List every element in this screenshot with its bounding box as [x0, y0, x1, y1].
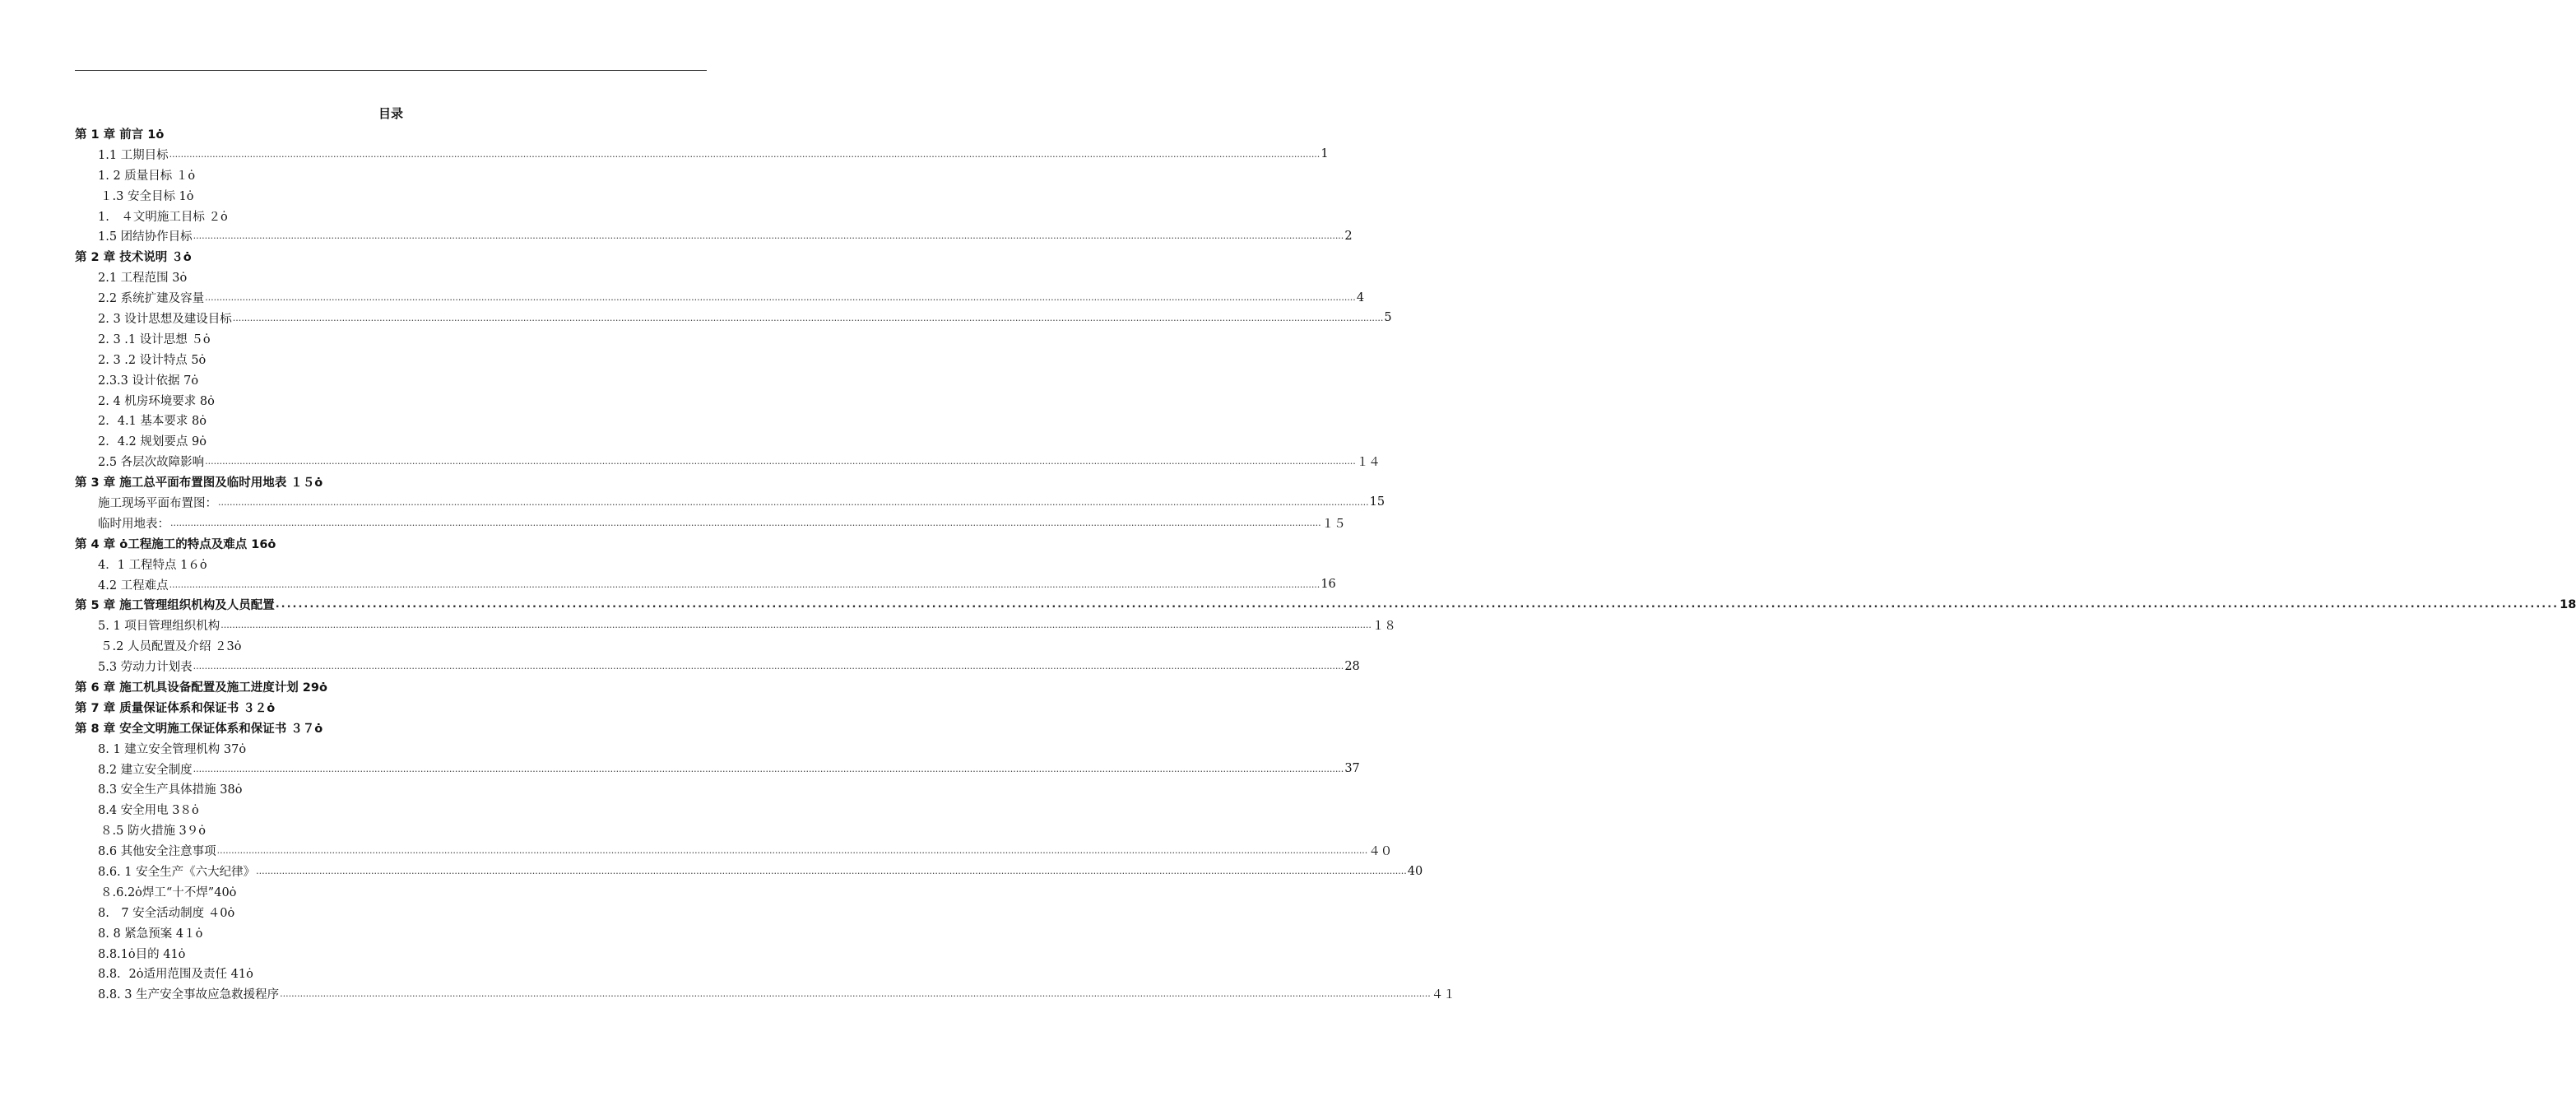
toc-entry-text: 2. 4 机房环境要求 8ȯ	[98, 394, 215, 408]
dot-leader: ................................................................................................................................................................................................................................................................................................................................................................................................................	[193, 763, 1344, 774]
toc-section-entry[interactable]	[75, 390, 655, 411]
toc-page-number: 37	[1344, 762, 1360, 776]
toc-entry-text: 第 1 章 前言 1ȯ	[75, 128, 165, 142]
dot-leader: ................................................................................................................................................................................................................................................................................................................................................................................................................	[280, 988, 1431, 1000]
toc-section-entry[interactable]	[75, 861, 1423, 881]
dot-leader: ................................................................................................................................................................................................................................................................................................................................................................................................................	[256, 866, 1407, 876]
toc-entry-text: 4.2 工程难点	[98, 579, 169, 592]
toc-entry-text: 5. 1 项目管理组织机构	[98, 620, 220, 634]
toc-section-entry[interactable]	[75, 165, 655, 185]
toc-page-number: 1	[1320, 147, 1329, 161]
toc-entry-text: 8.8.1ȯ目的 41ȯ	[98, 947, 186, 961]
toc-section-entry[interactable]	[75, 308, 1392, 328]
dot-leader: ................................................................................................................................................................................................................................................................................................................................................................................................................	[205, 456, 1356, 467]
dot-leader: ................................................................................................................................................................................................................................................................................................................................................................................................................	[216, 845, 1368, 857]
toc-section-entry[interactable]	[75, 779, 655, 800]
toc-entry-text: 第 4 章 ȯ工程施工的特点及难点 16ȯ	[75, 537, 276, 551]
toc-chapter-entry[interactable]	[75, 718, 655, 738]
toc-section-entry[interactable]	[75, 738, 655, 759]
toc-entry-text: 5.3 劳动力计划表	[98, 661, 193, 675]
toc-page-number: 15	[1369, 495, 1385, 509]
toc-section-entry[interactable]	[75, 430, 655, 451]
toc-entry-text: 4．1 工程特点 1６ȯ	[98, 558, 207, 572]
toc-entry-text: 第 3 章 施工总平面布置图及临时用地表 １５ȯ	[75, 476, 323, 490]
toc-section-entry[interactable]	[75, 144, 1329, 165]
toc-entry-text: ８.5 防火措施 3９ȯ	[100, 825, 207, 839]
toc-page-number: 5	[1384, 311, 1392, 325]
page-title: 目录	[378, 106, 403, 121]
dot-leader: ................................................................................................................................................................................................................................................................................................................................................................................................................	[218, 496, 1369, 508]
toc-section-entry[interactable]	[75, 922, 655, 943]
toc-section-entry[interactable]	[75, 451, 1381, 472]
toc-chapter-entry[interactable]	[75, 594, 2576, 615]
toc-entry-text: 第 5 章 施工管理组织机构及人员配置	[75, 599, 275, 613]
toc-chapter-entry[interactable]	[75, 123, 655, 144]
dot-leader: ................................................................................................................................................................................................................................................................................................................................................................................................................	[169, 579, 1320, 590]
toc-section-entry[interactable]	[75, 881, 655, 902]
toc-entry-text: 8.6. 1 安全生产《六大纪律》	[98, 866, 256, 879]
toc-entry-text: 2．4.1 基本要求 8ȯ	[98, 415, 207, 429]
toc-page-number: 40	[1407, 864, 1423, 878]
toc-entry-text: ５.2 人员配置及介绍 ２3ȯ	[100, 640, 242, 654]
toc-page-number: 18	[2560, 597, 2576, 611]
toc-entry-text: 第 8 章 安全文明施工保证体系和保证书 ３７ȯ	[75, 722, 323, 736]
toc-section-entry[interactable]	[75, 902, 655, 922]
toc-entry-text: 1.5 团结协作目标	[98, 230, 193, 244]
dot-leader: ................................................................................................................................................................................................................................................................................................................................................................................................................	[220, 620, 1372, 631]
dot-leader: ................................................................................................................................................................................................................................................................................................................................................................................................................	[193, 661, 1344, 672]
toc-entry-text: 8. 8 紧急预案 4１ȯ	[98, 927, 203, 941]
header-rule	[75, 70, 707, 71]
toc-page-number: １４	[1356, 456, 1381, 470]
toc-entry-text: ８.6.2ȯ焊工“十不焊”40ȯ	[100, 885, 237, 899]
toc-section-entry[interactable]	[75, 943, 655, 964]
toc-chapter-entry[interactable]	[75, 472, 655, 492]
toc-section-entry[interactable]	[75, 513, 1346, 533]
toc-entry-text: 第 7 章 质量保证体系和保证书 ３２ȯ	[75, 701, 276, 715]
toc-entry-text: 2．4.2 规划要点 9ȯ	[98, 435, 207, 449]
toc-chapter-entry[interactable]	[75, 246, 655, 267]
toc-page-number: ４０	[1368, 845, 1393, 859]
toc-section-entry[interactable]	[75, 635, 655, 656]
toc-entry-text: 1.1 工期目标	[98, 148, 169, 162]
toc-entry-text: 施工现场平面布置图：	[98, 496, 217, 510]
toc-section-entry[interactable]	[75, 492, 1385, 513]
toc-entry-text: 8. 7 安全活动制度 ４0ȯ	[98, 906, 235, 920]
dot-leader: ................................................................................................................................................................................................................................................................................................................................................................................................................	[170, 517, 1321, 528]
toc-section-entry[interactable]	[75, 410, 655, 430]
toc-section-entry[interactable]	[75, 185, 655, 206]
toc-section-entry[interactable]	[75, 369, 655, 390]
toc-chapter-entry[interactable]	[75, 533, 655, 554]
dot-leader: ................................................................................................................................................................................................................................................................................................................................................................................................................	[205, 292, 1356, 304]
toc-section-entry[interactable]	[75, 840, 1393, 861]
toc-entry-text: 临时用地表：	[98, 517, 169, 531]
toc-page-number: 2	[1344, 229, 1353, 243]
toc-section-entry[interactable]	[75, 287, 1365, 308]
toc-section-entry[interactable]	[75, 554, 655, 574]
dot-leader: ................................................................................................................................................................................................................................................................................................................................................................................................................	[169, 148, 1320, 160]
toc-entry-text: 2.5 各层次故障影响	[98, 456, 205, 470]
toc-section-entry[interactable]	[75, 656, 1360, 676]
toc-section-entry[interactable]	[75, 799, 655, 820]
toc-section-entry[interactable]	[75, 349, 655, 369]
toc-page-number: 4	[1356, 290, 1365, 304]
toc-section-entry[interactable]	[75, 983, 1455, 1004]
toc-entry-text: 2. 3 设计思想及建设目标	[98, 312, 232, 326]
toc-entry-text: 8.2 建立安全制度	[98, 763, 193, 777]
toc-section-entry[interactable]	[75, 267, 655, 287]
dot-leader: ................................................................................................................................................................................................................................................................................................................................................................................................................	[275, 598, 2560, 611]
toc-entry-text: 8.8．2ȯ适用范围及责任 41ȯ	[98, 968, 253, 982]
toc-chapter-entry[interactable]	[75, 697, 655, 718]
toc-section-entry[interactable]	[75, 615, 1396, 635]
toc-entry-text: 8.3 安全生产具体措施 38ȯ	[98, 783, 243, 797]
toc-section-entry[interactable]	[75, 206, 655, 226]
toc-entry-text: 2.3.3 设计依据 7ȯ	[98, 374, 199, 388]
toc-section-entry[interactable]	[75, 759, 1360, 779]
toc-section-entry[interactable]	[75, 328, 655, 349]
toc-section-entry[interactable]	[75, 964, 655, 984]
dot-leader: ................................................................................................................................................................................................................................................................................................................................................................................................................	[193, 230, 1344, 242]
toc-entry-text: 2. 3 .2 设计特点 5ȯ	[98, 353, 207, 367]
toc-page-number: 16	[1320, 578, 1336, 592]
toc-entry-text: 1. ４文明施工目标 ２ȯ	[98, 210, 228, 224]
dot-leader: ................................................................................................................................................................................................................................................................................................................................................................................................................	[232, 312, 1384, 323]
toc-entry-text: １.3 安全目标 1ȯ	[100, 189, 194, 203]
toc-page-number: 28	[1344, 659, 1360, 673]
toc-entry-text: 2.1 工程范围 3ȯ	[98, 272, 188, 286]
toc-section-entry[interactable]	[75, 225, 1353, 246]
toc-page-number: １５	[1321, 517, 1346, 531]
toc-chapter-entry[interactable]	[75, 676, 655, 697]
toc-page-number: ４１	[1431, 988, 1455, 1002]
toc-page-number: １８	[1372, 620, 1396, 634]
toc-entry-text: 第 2 章 技术说明 ３ȯ	[75, 251, 192, 265]
toc-entry-text: 8.4 安全用电 3８ȯ	[98, 804, 199, 818]
toc-section-entry[interactable]	[75, 820, 655, 840]
toc-entry-text: 8. 1 建立安全管理机构 37ȯ	[98, 742, 247, 756]
toc-entry-text: 8.8. 3 生产安全事故应急救援程序	[98, 988, 280, 1002]
table-of-contents	[75, 123, 2576, 1004]
toc-entry-text: 8.6 其他安全注意事项	[98, 845, 216, 859]
toc-entry-text: 2. 3 .1 设计思想 ５ȯ	[98, 332, 211, 346]
toc-section-entry[interactable]	[75, 574, 1336, 595]
toc-entry-text: 第 6 章 施工机具设备配置及施工进度计划 29ȯ	[75, 681, 327, 695]
toc-entry-text: 2.2 系统扩建及容量	[98, 292, 205, 306]
toc-entry-text: 1. 2 质量目标 １ȯ	[98, 169, 196, 183]
